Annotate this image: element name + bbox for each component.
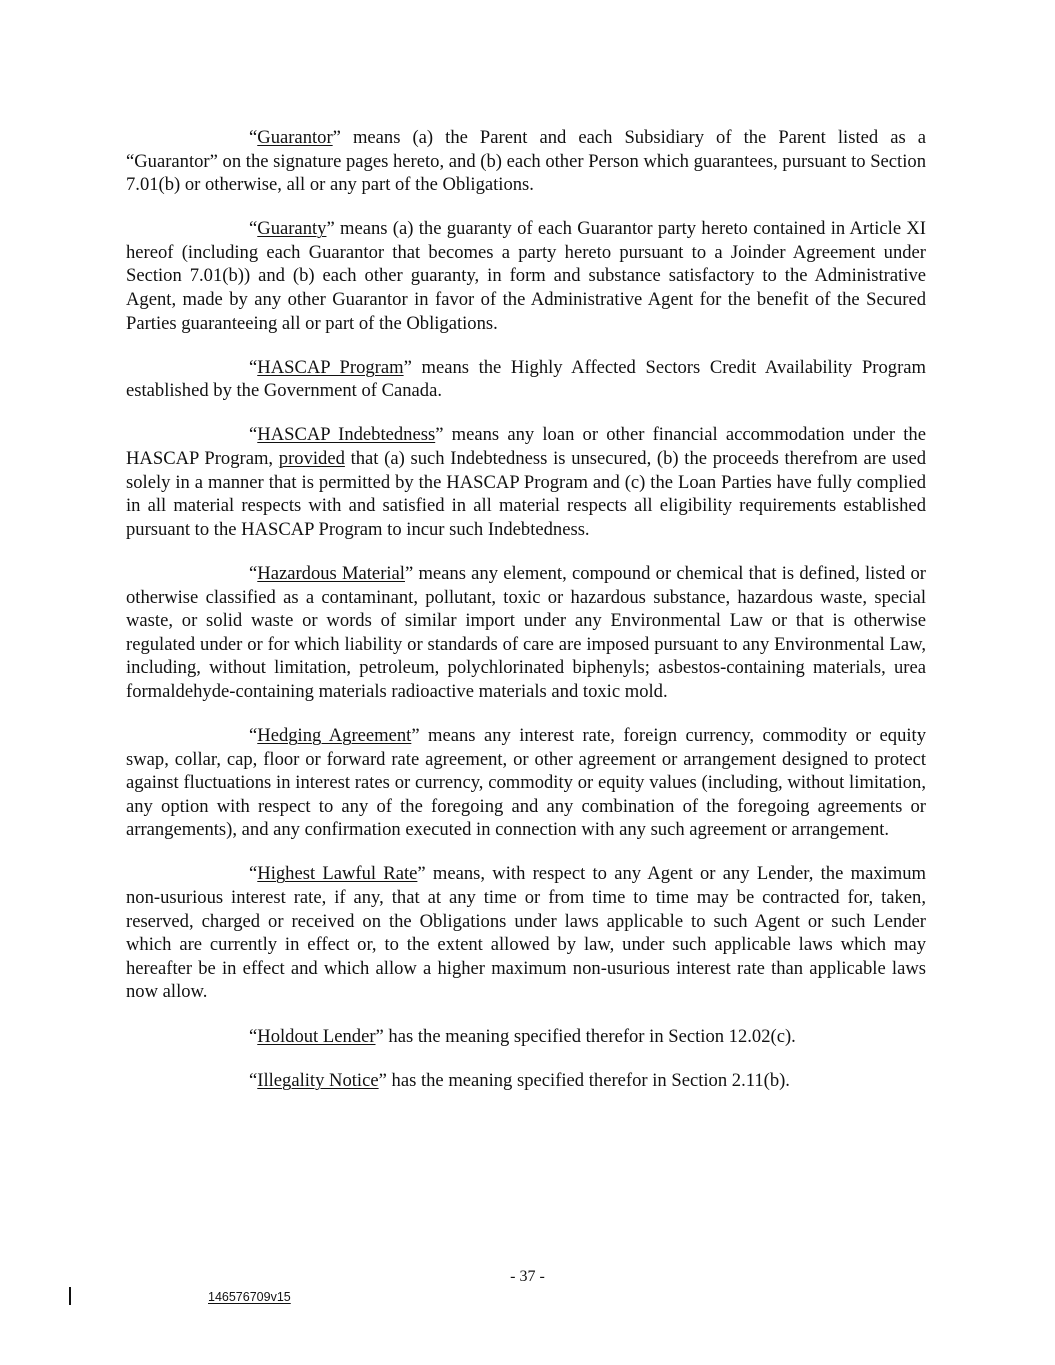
definition-text: means (a) the guaranty of each Guarantor party hereto contained in Article XI hereof (including each Guarantor that becomes a party hereto pursuant to a Joinder Agreement under Section 7.01(b)) and (b) each other guaranty, in form and substance satisfactory to the Administrative Agent, made by any other Guarantor in favor of the Administrative Agent for the benefit of the Secured Parties guaranteeing all or part of the Obligations. [126,218,926,334]
definition-hascap-indebtedness [126,423,926,541]
proviso-keyword: provided [278,448,345,470]
open-quote: “ [249,1025,258,1047]
open-quote: “ [249,424,258,446]
definition-guaranty [126,217,926,335]
definition-highest-lawful-rate [126,862,926,1004]
defined-term: Guaranty [257,218,327,240]
revision-change-bar [69,1287,71,1305]
open-quote: “ [249,863,258,885]
definition-holdout-lender [126,1025,926,1049]
defined-term: Holdout Lender [257,1025,376,1047]
defined-term: Hedging Agreement [257,724,412,746]
definition-hazardous-material [126,562,926,704]
definition-text: means any interest rate, foreign currency, commodity or equity swap, collar, cap, floor or forward rate agreement, or other agreement or arrangement designed to protect against fluctuations in interest rates or currency, commodity or equity values (including, without limitation, any option with respect to any of the foregoing and any combination of the foregoing agreements or arrangements), and any confirmation executed in connection with any such agreement or arrangement. [126,724,926,841]
definition-text: means any loan or other financial accommodation under the HASCAP Program, [126,424,926,470]
close-quote: ” [404,562,414,584]
defined-term: Hazardous Material [257,562,405,584]
close-quote: ” [411,724,420,746]
close-quote: ” [417,863,426,885]
close-quote: ” [375,1025,384,1047]
definition-text: has the meaning specified therefor in Section 2.11(b). [386,1069,790,1091]
open-quote: “ [249,218,258,240]
defined-term: HASCAP Program [257,356,404,378]
open-quote: “ [249,562,258,584]
close-quote: ” [326,218,335,240]
definition-hedging-agreement [126,724,926,842]
definition-guarantor [126,126,926,197]
document-id: 146576709v15 [208,1290,291,1304]
close-quote: ” [378,1069,387,1091]
definition-text: means the Highly Affected Sectors Credit Availability Program established by the Government of Canada. [126,356,926,402]
close-quote: ” [403,356,412,378]
definition-text: means (a) the Parent and each Subsidiary of the Parent listed as a “Guarantor” on the signature pages hereto, and (b) each other Person which guarantees, pursuant to Section 7.01(b) or otherwise, all or any part of the Obligations. [126,127,926,196]
definition-text: means, with respect to any Agent or any Lender, the maximum non-usurious interest rate, if any, that at any time or from time to time may be contracted for, taken, reserved, charged or received on the Obligations under laws applicable to such Agent or such Lender which are currently in effect or, to the extent allowed by law, under such applicable laws which may hereafter be in effect and which allow a higher maximum non-usurious interest rate than applicable laws now allow. [126,863,927,1003]
close-quote: ” [435,424,444,446]
defined-term: Illegality Notice [257,1069,379,1091]
page-number: - 37 - [510,1268,545,1285]
open-quote: “ [249,127,258,148]
definition-text-continued: that (a) such Indebtedness is unsecured, (b) the proceeds therefrom are used solely in a manner that is permitted by the HASCAP Program and (c) the Loan Parties have fully complied in all material respects with and satisfied in all material respects all eligibility requirements established pursuant to the HASCAP Program to incur such Indebtedness. [126,448,926,540]
open-quote: “ [249,356,258,378]
open-quote: “ [249,724,258,746]
definition-hascap-program [126,356,926,403]
definition-illegality-notice [126,1069,926,1093]
document-body [126,126,926,1113]
defined-term: Highest Lawful Rate [257,863,418,885]
defined-term: HASCAP Indebtedness [257,424,436,446]
open-quote: “ [249,1069,258,1091]
definition-text: has the meaning specified therefor in Section 12.02(c). [383,1025,796,1047]
close-quote: ” [332,127,341,148]
definition-text: means any element, compound or chemical that is defined, listed or otherwise classified as a contaminant, pollutant, toxic or hazardous substance, hazardous waste, special waste, or solid waste or words of similar import under any Environmental Law or that is otherwise regulated under or for which liability or standards of care are imposed pursuant to any Environmental Law, including, without limitation, petroleum, polychlorinated biphenyls; asbestos-containing materials, urea formaldehyde-containing materials radioactive materials and toxic mold. [126,562,926,702]
defined-term: Guarantor [257,127,333,148]
